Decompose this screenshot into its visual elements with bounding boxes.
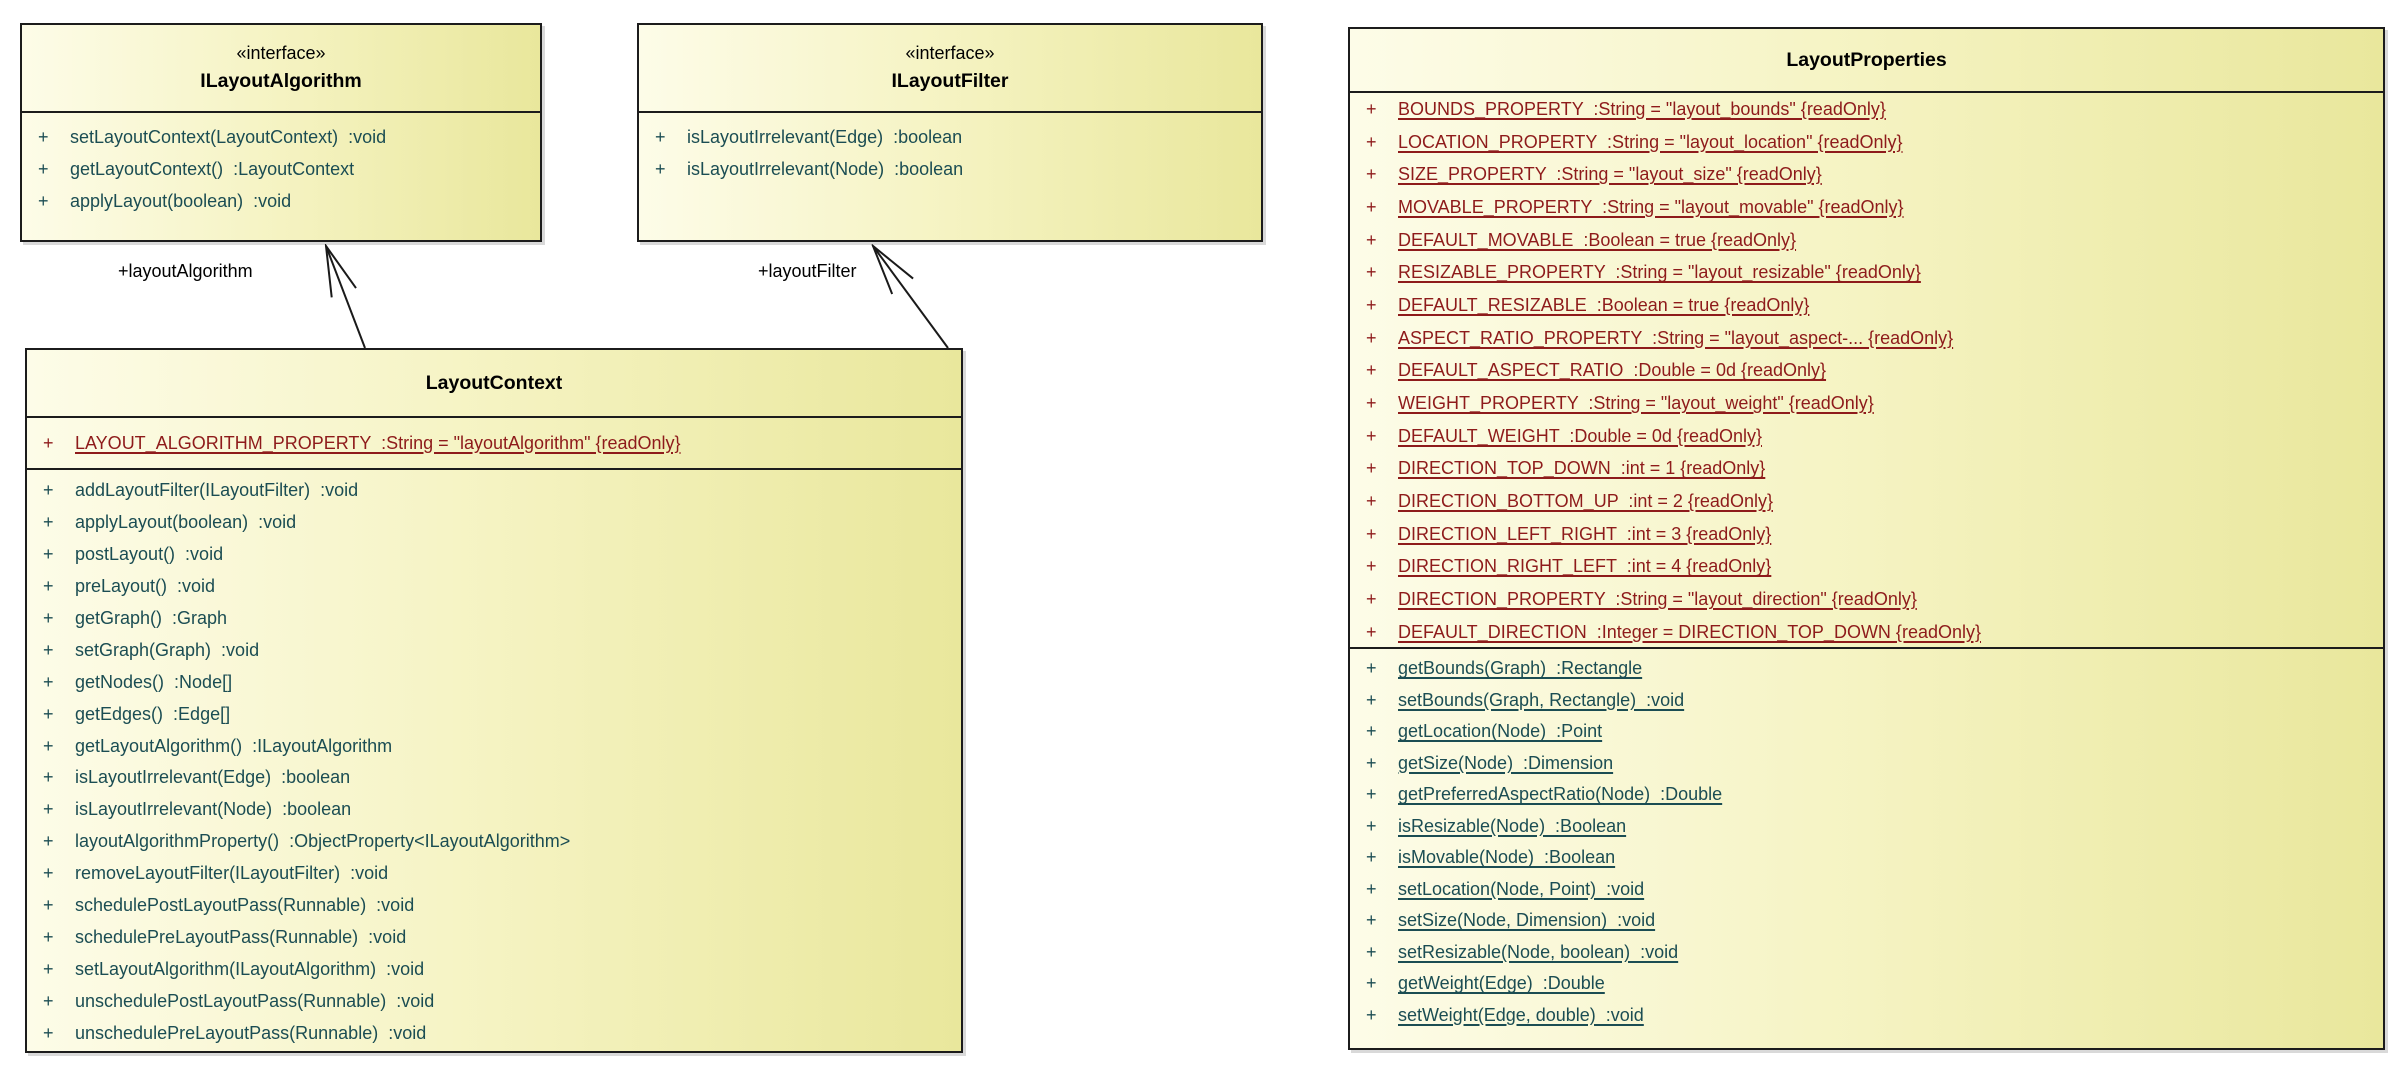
class-stereotype: «interface» [905, 43, 995, 63]
visibility-marker: + [43, 926, 54, 947]
visibility-marker: + [43, 576, 54, 597]
member-text: DEFAULT_ASPECT_RATIO :Double = 0d {readOnly} [1398, 360, 1827, 381]
operations-compartment [27, 470, 961, 1049]
attribute-row [1350, 355, 2383, 388]
class-box-ilayoutalgorithm[interactable] [20, 23, 542, 242]
operation-row [27, 1017, 961, 1049]
visibility-marker: + [43, 767, 54, 788]
member-text: WEIGHT_PROPERTY :String = "layout_weight" {readOnly} [1398, 393, 1874, 414]
member-text: unschedulePreLayoutPass(Runnable) :void [75, 1022, 427, 1043]
visibility-marker: + [43, 990, 54, 1011]
visibility-marker: + [38, 191, 49, 212]
member-text: setLocation(Node, Point) :void [1398, 878, 1645, 899]
attributes-compartment [27, 418, 961, 470]
member-text: setSize(Node, Dimension) :void [1398, 910, 1656, 931]
visibility-marker: + [1366, 973, 1377, 994]
member-text: schedulePreLayoutPass(Runnable) :void [75, 926, 407, 947]
visibility-marker: + [43, 512, 54, 533]
operation-row [1350, 905, 2383, 937]
attribute-row [1350, 126, 2383, 159]
member-text: preLayout() :void [75, 576, 216, 597]
member-text: DIRECTION_PROPERTY :String = "layout_direction" {readOnly} [1398, 589, 1917, 610]
visibility-marker: + [655, 159, 666, 180]
visibility-marker: + [1366, 523, 1377, 544]
visibility-marker: + [1366, 941, 1377, 962]
visibility-marker: + [1366, 229, 1377, 250]
member-text: setGraph(Graph) :void [75, 639, 260, 660]
attribute-row [1350, 158, 2383, 191]
visibility-marker: + [1366, 878, 1377, 899]
visibility-marker: + [1366, 491, 1377, 512]
member-text: getLayoutContext() :LayoutContext [70, 159, 355, 180]
visibility-marker: + [1366, 721, 1377, 742]
operation-row [27, 666, 961, 698]
operation-row [639, 121, 1261, 153]
member-text: SIZE_PROPERTY :String = "layout_size" {readOnly} [1398, 164, 1822, 185]
visibility-marker: + [1366, 393, 1377, 414]
attribute-row [1350, 387, 2383, 420]
class-name: LayoutContext [425, 372, 563, 394]
visibility-marker: + [1366, 425, 1377, 446]
visibility-marker: + [1366, 815, 1377, 836]
member-text: schedulePostLayoutPass(Runnable) :void [75, 895, 415, 916]
attribute-row [1350, 485, 2383, 518]
member-text: DIRECTION_RIGHT_LEFT :int = 4 {readOnly} [1398, 556, 1772, 577]
operation-row [27, 890, 961, 922]
member-text: isLayoutIrrelevant(Edge) :boolean [687, 126, 963, 147]
attribute-row [1350, 191, 2383, 224]
attribute-row [1350, 289, 2383, 322]
operations-compartment [22, 113, 540, 218]
visibility-marker: + [1366, 589, 1377, 610]
operation-row [1350, 874, 2383, 906]
member-text: getLocation(Node) :Point [1398, 721, 1603, 742]
member-text: DIRECTION_LEFT_RIGHT :int = 3 {readOnly} [1398, 523, 1772, 544]
attribute-row [1350, 453, 2383, 486]
operation-row [1350, 968, 2383, 1000]
visibility-marker: + [43, 639, 54, 660]
operation-row [1350, 1000, 2383, 1032]
operation-row [639, 153, 1261, 185]
member-text: DIRECTION_BOTTOM_UP :int = 2 {readOnly} [1398, 491, 1773, 512]
member-text: DEFAULT_DIRECTION :Integer = DIRECTION_TOP_DOWN {readOnly} [1398, 621, 1981, 642]
member-text: MOVABLE_PROPERTY :String = "layout_movable" {readOnly} [1398, 196, 1904, 217]
operation-row [27, 603, 961, 635]
visibility-marker: + [1366, 294, 1377, 315]
member-text: applyLayout(boolean) :void [70, 191, 292, 212]
visibility-marker: + [43, 958, 54, 979]
member-text: isResizable(Node) :Boolean [1398, 815, 1627, 836]
class-name: LayoutProperties [1786, 49, 1947, 71]
member-text: DEFAULT_MOVABLE :Boolean = true {readOnly} [1398, 229, 1797, 250]
attribute-row [1350, 93, 2383, 126]
visibility-marker: + [38, 159, 49, 180]
operation-row [1350, 811, 2383, 843]
member-text: DIRECTION_TOP_DOWN :int = 1 {readOnly} [1398, 458, 1766, 479]
association-label-layoutalgorithm: +layoutAlgorithm [118, 261, 253, 281]
operation-row [22, 121, 540, 153]
operation-row [27, 698, 961, 730]
association-layoutalgorithm-line[interactable] [326, 246, 365, 348]
operation-row [27, 858, 961, 890]
operation-row [27, 571, 961, 603]
operation-row [22, 186, 540, 218]
attribute-row [27, 418, 961, 468]
class-box-ilayoutfilter[interactable] [637, 23, 1263, 242]
member-text: ASPECT_RATIO_PROPERTY :String = "layout_aspect-... {readOnly} [1398, 327, 1954, 348]
visibility-marker: + [1366, 1004, 1377, 1025]
visibility-marker: + [1366, 131, 1377, 152]
member-text: layoutAlgorithmProperty() :ObjectProperty<ILayoutAlgorithm> [75, 831, 571, 852]
member-text: getSize(Node) :Dimension [1398, 752, 1614, 773]
operation-row [27, 730, 961, 762]
visibility-marker: + [43, 480, 54, 501]
attributes-compartment [1350, 93, 2383, 649]
member-text: LOCATION_PROPERTY :String = "layout_location" {readOnly} [1398, 131, 1903, 152]
operation-row [1350, 685, 2383, 717]
visibility-marker: + [1366, 196, 1377, 217]
attribute-row [1350, 224, 2383, 257]
operations-compartment [639, 113, 1261, 186]
attribute-row [1350, 583, 2383, 616]
visibility-marker: + [43, 432, 54, 453]
class-title-compartment [1350, 29, 2383, 93]
member-text: getLayoutAlgorithm() :ILayoutAlgorithm [75, 735, 393, 756]
member-text: removeLayoutFilter(ILayoutFilter) :void [75, 863, 389, 884]
visibility-marker: + [1366, 752, 1377, 773]
operations-compartment [1350, 649, 2383, 1031]
association-label-layoutfilter: +layoutFilter [758, 261, 857, 281]
visibility-marker: + [1366, 658, 1377, 679]
visibility-marker: + [43, 799, 54, 820]
visibility-marker: + [1366, 360, 1377, 381]
visibility-marker: + [1366, 847, 1377, 868]
member-text: DEFAULT_WEIGHT :Double = 0d {readOnly} [1398, 425, 1762, 446]
operation-row [1350, 779, 2383, 811]
operation-row [27, 762, 961, 794]
operation-row [27, 985, 961, 1017]
member-text: isLayoutIrrelevant(Node) :boolean [75, 799, 352, 820]
class-box-layoutproperties[interactable] [1348, 27, 2385, 1050]
class-box-layoutcontext[interactable] [25, 348, 963, 1053]
operation-row [27, 953, 961, 985]
visibility-marker: + [43, 544, 54, 565]
member-text: isLayoutIrrelevant(Edge) :boolean [75, 767, 351, 788]
member-text: getBounds(Graph) :Rectangle [1398, 658, 1643, 679]
association-layoutfilter-line[interactable] [873, 246, 948, 348]
member-text: RESIZABLE_PROPERTY :String = "layout_resizable" {readOnly} [1398, 262, 1921, 283]
visibility-marker: + [38, 126, 49, 147]
attribute-row [1350, 518, 2383, 551]
operation-row [27, 634, 961, 666]
member-text: setLayoutAlgorithm(ILayoutAlgorithm) :void [75, 958, 425, 979]
visibility-marker: + [1366, 910, 1377, 931]
visibility-marker: + [1366, 458, 1377, 479]
member-text: getWeight(Edge) :Double [1398, 973, 1605, 994]
visibility-marker: + [43, 735, 54, 756]
member-text: addLayoutFilter(ILayoutFilter) :void [75, 480, 359, 501]
member-text: isMovable(Node) :Boolean [1398, 847, 1616, 868]
visibility-marker: + [1366, 689, 1377, 710]
member-text: getNodes() :Node[] [75, 671, 233, 692]
visibility-marker: + [43, 703, 54, 724]
attribute-row [1350, 616, 2383, 649]
visibility-marker: + [43, 831, 54, 852]
visibility-marker: + [655, 126, 666, 147]
operation-row [1350, 842, 2383, 874]
operation-row [27, 794, 961, 826]
operation-row [27, 539, 961, 571]
visibility-marker: + [43, 608, 54, 628]
attribute-row [1350, 322, 2383, 355]
operation-row [1350, 748, 2383, 780]
member-text: postLayout() :void [75, 544, 224, 565]
member-text: getGraph() :Graph [75, 608, 228, 628]
visibility-marker: + [43, 1022, 54, 1043]
visibility-marker: + [1366, 621, 1377, 642]
member-text: DEFAULT_RESIZABLE :Boolean = true {readOnly} [1398, 294, 1810, 315]
operation-row [1350, 937, 2383, 969]
operation-row [27, 921, 961, 953]
class-title-compartment [22, 25, 540, 113]
operation-row [27, 475, 961, 507]
visibility-marker: + [1366, 556, 1377, 577]
member-text: getEdges() :Edge[] [75, 703, 231, 724]
visibility-marker: + [1366, 98, 1377, 119]
visibility-marker: + [1366, 262, 1377, 283]
member-text: unschedulePostLayoutPass(Runnable) :void [75, 990, 435, 1011]
member-text: isLayoutIrrelevant(Node) :boolean [687, 159, 964, 180]
visibility-marker: + [1366, 327, 1377, 348]
member-text: LAYOUT_ALGORITHM_PROPERTY :String = "layoutAlgorithm" {readOnly} [75, 432, 681, 453]
operation-row [1350, 653, 2383, 685]
visibility-marker: + [43, 863, 54, 884]
member-text: applyLayout(boolean) :void [75, 512, 297, 533]
class-title-compartment [27, 350, 961, 418]
visibility-marker: + [43, 895, 54, 916]
member-text: getPreferredAspectRatio(Node) :Double [1398, 784, 1723, 805]
class-name: ILayoutFilter [891, 70, 1009, 92]
operation-row [1350, 716, 2383, 748]
member-text: setWeight(Edge, double) :void [1398, 1004, 1644, 1025]
attribute-row [1350, 256, 2383, 289]
operation-row [27, 826, 961, 858]
operation-row [22, 153, 540, 185]
member-text: setResizable(Node, boolean) :void [1398, 941, 1679, 962]
visibility-marker: + [43, 671, 54, 692]
attribute-row [1350, 551, 2383, 584]
member-text: setBounds(Graph, Rectangle) :void [1398, 689, 1685, 710]
visibility-marker: + [1366, 784, 1377, 805]
member-text: BOUNDS_PROPERTY :String = "layout_bounds" {readOnly} [1398, 98, 1886, 119]
attribute-row [1350, 420, 2383, 453]
visibility-marker: + [1366, 164, 1377, 185]
class-name: ILayoutAlgorithm [200, 70, 362, 92]
member-text: setLayoutContext(LayoutContext) :void [70, 126, 387, 147]
class-title-compartment [639, 25, 1261, 113]
operation-row [27, 507, 961, 539]
class-stereotype: «interface» [236, 43, 326, 63]
